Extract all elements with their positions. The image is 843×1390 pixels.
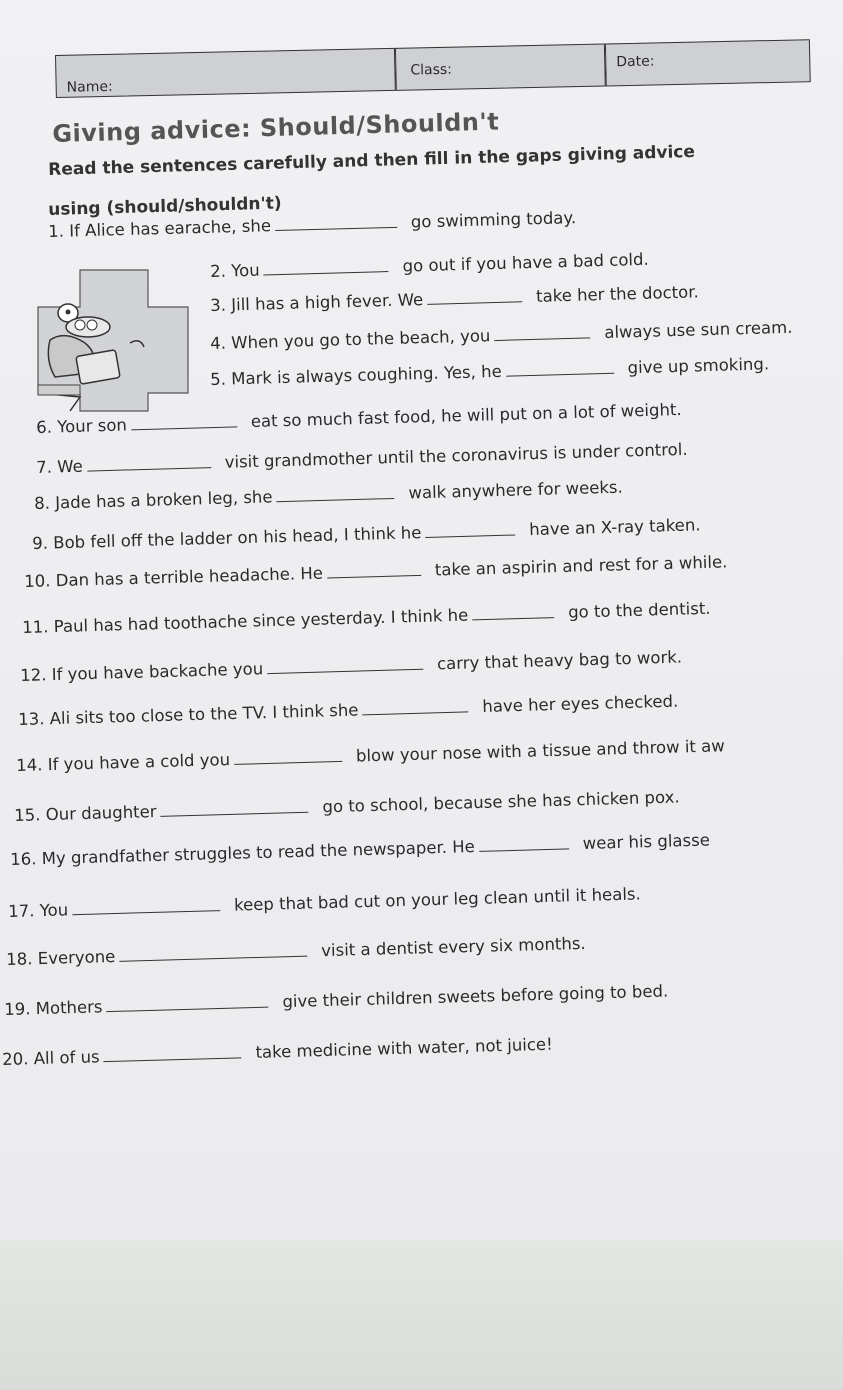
header-box xyxy=(55,39,811,100)
item-text: 6. Your son xyxy=(36,415,128,437)
item-text: 3. Jill has a high fever. We xyxy=(210,290,424,315)
item-text: carry that heavy bag to work. xyxy=(436,647,683,674)
answer-blank[interactable] xyxy=(131,425,237,430)
page-title: Giving advice: Should/Shouldn't xyxy=(52,107,500,148)
item-text: 14. If you have a cold you xyxy=(16,750,231,775)
item-text: 16. My grandfather struggles to read the newspaper. He xyxy=(10,837,476,869)
item-text: wear his glasse xyxy=(582,830,711,854)
exercise-item-4 xyxy=(210,318,793,353)
answer-blank[interactable] xyxy=(425,534,515,539)
answer-blank[interactable] xyxy=(72,909,220,915)
exercise-item-16 xyxy=(10,830,710,869)
exercise-item-15 xyxy=(14,787,680,825)
item-text: 5. Mark is always coughing. Yes, he xyxy=(210,361,502,389)
item-text: 10. Dan has a terrible headache. He xyxy=(24,563,324,591)
exercise-item-18 xyxy=(6,934,586,969)
exercise-item-13 xyxy=(18,692,678,729)
date-label: Date: xyxy=(616,53,655,71)
exercise-item-9 xyxy=(32,515,701,553)
item-text: 15. Our daughter xyxy=(14,802,157,825)
name-label: Name: xyxy=(66,78,113,96)
item-text: 12. If you have backache you xyxy=(20,659,264,685)
answer-blank[interactable] xyxy=(506,372,614,377)
answer-blank[interactable] xyxy=(87,466,211,471)
item-text: keep that bad cut on your leg clean until it heals. xyxy=(233,884,641,915)
item-text: take medicine with water, not juice! xyxy=(255,1034,553,1062)
item-text: 7. We xyxy=(36,456,84,477)
item-text: take an aspirin and rest for a while. xyxy=(434,552,728,580)
item-text: eat so much fast food, he will put on a lot of weight. xyxy=(250,399,682,432)
item-text: have an X-ray taken. xyxy=(529,515,701,540)
answer-blank[interactable] xyxy=(107,1006,269,1013)
exercise-item-17 xyxy=(8,884,641,921)
item-text: blow your nose with a tissue and throw it aw xyxy=(355,736,725,766)
item-text: 9. Bob fell off the ladder on his head, I think he xyxy=(32,523,422,553)
item-text: give their children sweets before going to bed. xyxy=(282,981,669,1012)
class-cell[interactable] xyxy=(395,43,606,90)
item-text: 18. Everyone xyxy=(6,946,116,969)
background-surface xyxy=(0,1240,843,1390)
item-text: 13. Ali sits too close to the TV. I think she xyxy=(18,700,359,729)
class-label: Class: xyxy=(410,61,453,79)
exercise-item-11 xyxy=(22,599,711,637)
exercise-item-12 xyxy=(20,648,682,685)
answer-blank[interactable] xyxy=(104,1056,242,1062)
exercise-item-20 xyxy=(2,1035,553,1069)
date-cell[interactable] xyxy=(605,39,811,86)
name-cell[interactable] xyxy=(55,48,396,98)
item-text: 20. All of us xyxy=(2,1047,100,1069)
item-text: 4. When you go to the beach, you xyxy=(210,326,491,353)
answer-blank[interactable] xyxy=(234,760,342,765)
item-text: 19. Mothers xyxy=(4,997,103,1019)
exercise-item-8 xyxy=(34,478,623,513)
item-text: walk anywhere for weeks. xyxy=(408,477,624,503)
answer-blank[interactable] xyxy=(363,710,469,715)
answer-blank[interactable] xyxy=(119,955,307,962)
item-text: go swimming today. xyxy=(410,208,577,232)
item-text: go to the dentist. xyxy=(567,598,711,622)
item-text: go out if you have a bad cold. xyxy=(402,249,649,276)
answer-blank[interactable] xyxy=(327,574,421,579)
exercise-item-19 xyxy=(4,981,668,1019)
answer-blank[interactable] xyxy=(479,847,569,852)
instructions-line-1: Read the sentences carefully and then fill in the gaps giving advice xyxy=(48,141,696,180)
answer-blank[interactable] xyxy=(472,616,554,620)
item-text: 17. You xyxy=(8,900,69,921)
answer-blank[interactable] xyxy=(264,270,389,275)
answer-blank[interactable] xyxy=(267,668,423,674)
exercise-item-10 xyxy=(24,552,728,591)
exercise-item-3 xyxy=(210,282,699,315)
item-text: always use sun cream. xyxy=(604,317,793,342)
item-text: go to school, because she has chicken pox. xyxy=(322,787,680,817)
nurse-cross-icon xyxy=(30,265,190,413)
item-text: visit grandmother until the coronavirus is under control. xyxy=(224,439,688,472)
item-text: 8. Jade has a broken leg, she xyxy=(34,487,273,513)
answer-blank[interactable] xyxy=(494,336,590,341)
exercise-item-14 xyxy=(16,736,725,775)
item-text: have her eyes checked. xyxy=(482,691,679,717)
item-text: visit a dentist every six months. xyxy=(320,933,586,961)
item-text: 1. If Alice has earache, she xyxy=(48,216,272,241)
answer-blank[interactable] xyxy=(275,226,397,231)
answer-blank[interactable] xyxy=(277,497,395,502)
answer-blank[interactable] xyxy=(161,811,309,817)
exercise-item-5 xyxy=(210,354,769,389)
exercise-item-7 xyxy=(36,440,688,477)
item-text: take her the doctor. xyxy=(535,282,699,306)
exercise-item-2 xyxy=(210,250,649,281)
item-text: give up smoking. xyxy=(627,354,770,378)
item-text: 11. Paul has had toothache since yesterday. I think he xyxy=(22,605,469,637)
instructions-line-2: using (should/shouldn't) xyxy=(48,193,282,220)
answer-blank[interactable] xyxy=(427,300,522,305)
item-text: 2. You xyxy=(210,260,260,281)
